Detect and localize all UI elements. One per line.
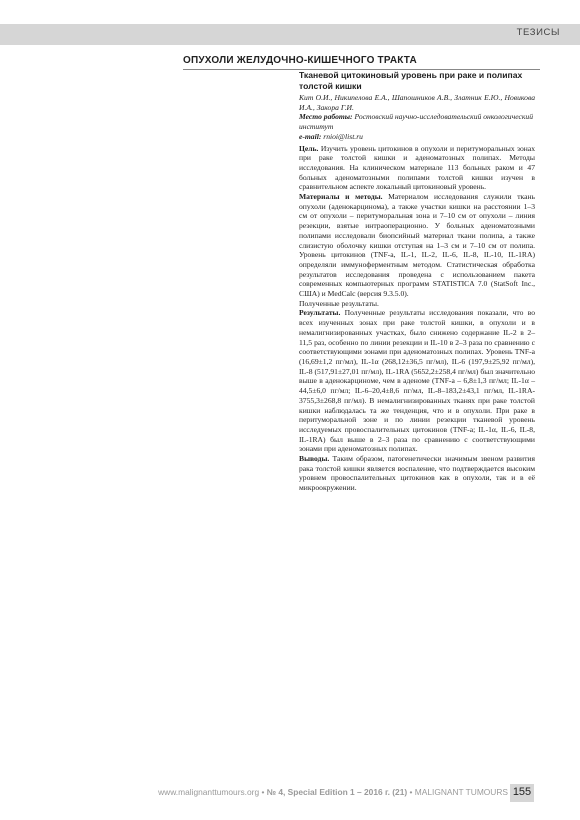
- conclusion-label: Выводы.: [299, 454, 330, 464]
- email-link[interactable]: rnioi@list.ru: [323, 131, 363, 141]
- results-label: Результаты.: [299, 308, 341, 318]
- workplace-text: Ростовский научно-исследовательский онкологический институт: [299, 112, 534, 132]
- conclusion-text: Таким образом, патогенетически значимым звеном развития рака толстой кишки является воспаление, что подтверждается высоким уровнем провоспалительных цитокинов как в опухоли, так и в её микроокружении.: [299, 454, 535, 493]
- workplace: [299, 112, 535, 131]
- email: [299, 132, 535, 142]
- section-title: ОПУХОЛИ ЖЕЛУДОЧНО-КИШЕЧНОГО ТРАКТА: [183, 55, 417, 66]
- workplace-label: Место работы:: [299, 112, 353, 122]
- conclusion-paragraph: [299, 454, 535, 493]
- footer-site-link[interactable]: www.malignanttumours.org: [158, 787, 260, 797]
- goal-label: Цель.: [299, 143, 319, 153]
- page-number-box: [510, 784, 534, 802]
- article: [299, 70, 535, 493]
- goal-text: Изучить уровень цитокинов в опухоли и перитуморальных зонах при раке толстой кишки и аденоматозных полипах. Методы исследования. На клиническом материале 113 больных раком и 47 больных аденоматозными полипами толстой кишки изучен в сравнительном аспекте локальный цитокиновый уровень.: [299, 143, 535, 192]
- results-text: Полученные результаты исследования показали, что во всех изученных зонах при раке толстой кишки, в опухоли и в немалигнизированных участках, было снижено содержание IL-2 в 2–11,5 раз, особенно по линии резекции и IL-10 в 2–3 раза по сравнению с соответствующими зонами при аденоматозных полипах. Уровень TNF-a (16,69±1,2 пг/мл), IL-1α (268,12±36,5 пг/мл), IL-6 (197,9±25,92 пг/мл), IL-8 (517,91±27,01 пг/мл), IL-1RA (5652,2±258,4 пг/мл) был значительно выше в аденокарциноме, чем в аденоме (TNF-a – 6,8±1,3 пг/мл; IL-1α – 44,5±6,0 пг/мл; IL-6–20,4±8,6 пг/мл, IL-8–183,2±43,1 пг/мл, IL-1RA-3755,3±268,8 пг/мл). В немалигнизированных тканях при раке толстой кишки наблюдалась та же тенденция, что и в опухоли. При раке в перитуморальной зоне и по линии резекции тканевой уровень исследуемых провоспалительных цитокинов (TNF-a; IL-1α, IL-6, IL-8, IL-1RA) был выше в 2–3 раза по сравнению с соответствующими зонами при аденоматозных полипах.: [299, 308, 535, 454]
- footer-separator: •: [261, 787, 265, 797]
- footer-journal: MALIGNANT TUMOURS: [414, 787, 508, 797]
- methods-tail: Полученные результаты.: [299, 298, 379, 308]
- footer: [0, 787, 508, 797]
- header-bar: [0, 24, 580, 45]
- goal-paragraph: [299, 144, 535, 193]
- article-title: Тканевой цитокиновый уровень при раке и полипах толстой кишки: [299, 70, 523, 91]
- page-number: 155: [512, 786, 532, 798]
- results-paragraph: [299, 308, 535, 454]
- section-label: ТЕЗИСЫ: [516, 27, 560, 38]
- methods-paragraph: [299, 192, 535, 299]
- footer-separator-2: •: [409, 787, 413, 797]
- footer-issue: № 4, Special Edition 1 – 2016 г. (21): [266, 787, 408, 797]
- article-authors: Кит О.И., Никипелова Е.А., Шапошников А.В., Златник Е.Ю., Новикова И.А., Закора Г.И.: [299, 93, 535, 112]
- methods-label: Материалы и методы.: [299, 192, 383, 202]
- methods-text: Материалом исследования служили ткань опухоли (аденокарцинома), а также участки кишки на расстоянии 1–3 см от опухоли – перитуморальная зона и 7–10 см от опухоли – линия резекции, взятые интраоперационно. У больных аденоматозными полипами исследовали биопсийный материал ткани полипа, а также слизистую оболочку кишки отступая на 1–3 см и 7–10 см от полипа. Уровень цитокинов (TNF-a, IL-1, IL-2, IL-6, IL-8, IL-10, IL-1RA) определяли иммуноферментным методом. Статистическая обработка результатов исследования проведена с использованием пакета современных компьютерных программ STATISTICA 7.0 (StatSoft Inc., США) и MedCalc (версия 9.3.5.0).: [299, 192, 535, 299]
- email-label: e-mail:: [299, 131, 322, 141]
